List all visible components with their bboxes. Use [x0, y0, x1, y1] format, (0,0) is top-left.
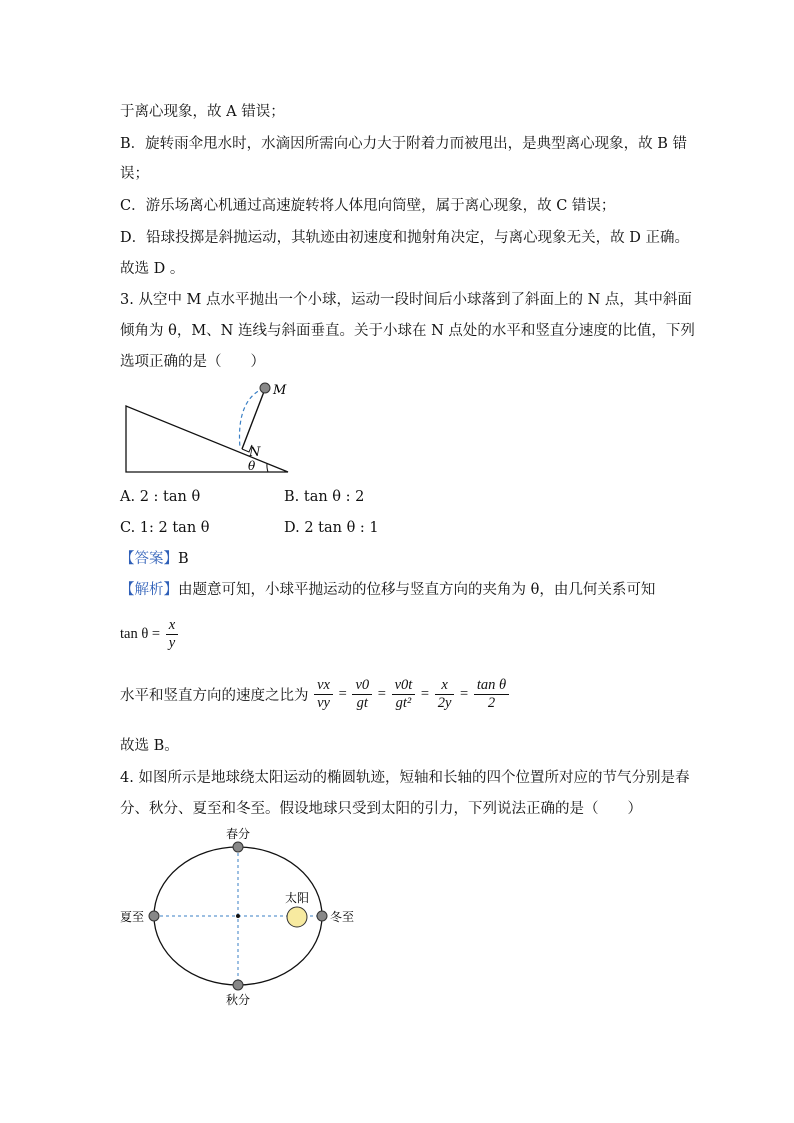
mn-line — [242, 389, 265, 449]
eq2-num-2: v0 — [352, 677, 372, 695]
label-summer: 夏至 — [120, 910, 145, 924]
eq2-den-2: gt — [356, 695, 368, 711]
label-sun: 太阳 — [285, 891, 310, 905]
ball-m — [260, 383, 270, 393]
q3-option-b: B. tan θ : 2 — [284, 489, 365, 505]
eq2-num-4: x — [435, 677, 455, 695]
center-dot — [236, 914, 240, 918]
analysis-tag: 【解析】 — [120, 582, 178, 598]
eq2-equals-3: = — [420, 686, 430, 702]
label-spring: 春分 — [226, 827, 251, 841]
q3-option-a: A. 2 : tan θ — [120, 489, 201, 505]
answer-value: B — [178, 551, 189, 567]
eq2-den-4: 2y — [437, 695, 452, 711]
eq2-equals-1: = — [338, 686, 347, 702]
eq1-den: y — [168, 635, 176, 651]
earth-winter — [317, 911, 327, 921]
trajectory-curve — [240, 388, 265, 448]
eq2-equals-4: = — [460, 686, 469, 702]
sun-circle — [287, 907, 307, 927]
q3-stem-line-1: 3. 从空中 M 点水平抛出一个小球，运动一段时间后小球落到了斜面上的 N 点，其中斜面 — [120, 292, 692, 308]
eq2-den-1: vy — [317, 695, 330, 711]
q3-conclusion: 故选 B。 — [120, 738, 179, 754]
q4-stem-line-1: 4. 如图所示是地球绕太阳运动的椭圆轨迹，短轴和长轴的四个位置所对应的节气分别是春 — [120, 770, 690, 786]
eq2-num-3: v0t — [392, 677, 416, 695]
label-winter: 冬至 — [330, 910, 355, 924]
label-theta: θ — [248, 459, 256, 473]
text-line-1: 于离心现象，故 A 错误； — [120, 104, 285, 120]
q3-option-d: D. 2 tan θ : 1 — [284, 520, 379, 536]
analysis-text: 由题意可知，小球平抛运动的位移与竖直方向的夹角为 θ，由几何关系可知 — [178, 582, 656, 598]
ratio-text: 水平和竖直方向的速度之比为 — [120, 688, 309, 704]
equation-tan — [120, 617, 180, 652]
eq2-frac-4 — [435, 677, 455, 712]
eq2-den-3: gt² — [395, 695, 412, 711]
eq2-frac-5 — [474, 677, 509, 712]
q3-stem-line-3: 选项正确的是（ ） — [120, 354, 265, 370]
eq2-num-1: vx — [314, 677, 333, 695]
text-line-4: C．游乐场离心机通过高速旋转将人体甩向筒壁，属于离心现象，故 C 错误； — [120, 198, 616, 214]
eq1-fraction — [166, 617, 178, 652]
eq2-den-5: 2 — [487, 695, 496, 711]
label-autumn: 秋分 — [226, 993, 251, 1007]
label-n: N — [249, 445, 261, 460]
eq2-frac-1 — [314, 677, 333, 712]
q3-option-c: C. 1: 2 tan θ — [120, 520, 210, 536]
q3-stem-line-2: 倾角为 θ，M、N 连线与斜面垂直。关于小球在 N 点处的水平和竖直分速度的比值，下列 — [120, 323, 695, 339]
incline-triangle — [126, 406, 288, 472]
q3-analysis-line — [120, 580, 655, 600]
q4-stem-line-2: 分、秋分、夏至和冬至。假设地球只受到太阳的引力，下列说法正确的是（ ） — [120, 801, 642, 817]
text-line-3: 误； — [120, 166, 149, 182]
eq2-equals-2: = — [377, 686, 386, 702]
eq2-frac-3 — [392, 677, 416, 712]
text-line-2: B．旋转雨伞甩水时，水滴因所需向心力大于附着力而被甩出，是典型离心现象，故 B 错 — [120, 136, 688, 152]
answer-tag: 【答案】 — [120, 551, 178, 567]
eq1-num: x — [166, 617, 178, 635]
text-line-6: 故选 D 。 — [120, 261, 185, 277]
orbit-figure — [118, 826, 368, 1016]
earth-spring — [233, 842, 243, 852]
incline-figure — [118, 378, 298, 478]
text-line-5: D．铅球投掷是斜抛运动，其轨迹由初速度和抛射角决定，与离心现象无关，故 D 正确。 — [120, 230, 689, 246]
earth-autumn — [233, 980, 243, 990]
label-m: M — [273, 383, 287, 398]
eq1-lhs: tan θ = — [120, 626, 161, 642]
equation-velocity-ratio — [120, 677, 511, 712]
eq2-frac-2 — [352, 677, 372, 712]
earth-summer — [149, 911, 159, 921]
q3-answer-line — [120, 549, 189, 569]
eq2-num-5: tan θ — [474, 677, 509, 695]
